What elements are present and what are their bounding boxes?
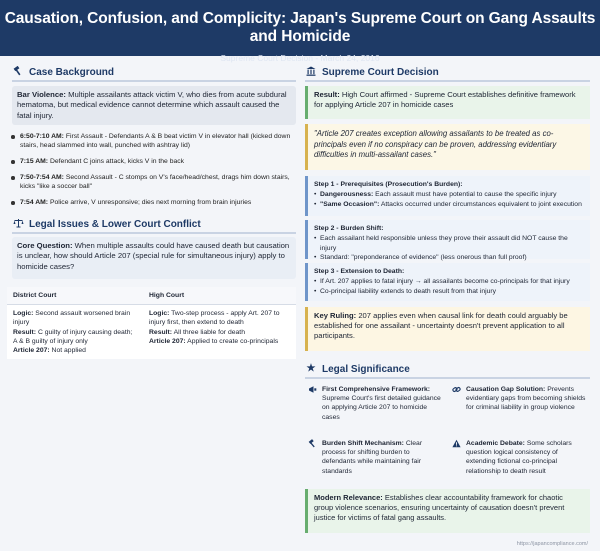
significance-item: Burden Shift Mechanism: Clear process for shifting burden to defendants while maintaining fair standards bbox=[308, 439, 444, 476]
warning-icon bbox=[452, 439, 462, 476]
significance-item: First Comprehensive Framework: Supreme Court's first detailed guidance on applying Article 207 to homicide cases bbox=[308, 385, 444, 422]
step-1: Step 1 - Prerequisites (Prosecution's Burden): • Dangerousness: Each assault must have potential to cause the specific injury • "Same Occasion": Attacks occurred under circumstances equivalent to joint execution bbox=[305, 176, 590, 216]
decision-heading: Supreme Court Decision bbox=[305, 66, 439, 79]
timeline-item: 7:54 AM: Police arrive, V unresponsive; dies next morning from brain injuries bbox=[20, 198, 296, 207]
key-ruling: Key Ruling: 207 applies even when causal link for death could arguably be established for one assailant - uncertainty doesn't prevent application to all participants. bbox=[305, 307, 590, 351]
step-3: Step 3 - Extension to Death: • If Art. 207 applies to fatal injury → all assailants become co-principals for that injury • Co-principal liability extends to death result from that injury bbox=[305, 263, 590, 301]
case-background-heading: Case Background bbox=[12, 66, 114, 79]
court-comparison-table bbox=[7, 287, 296, 359]
section-divider bbox=[305, 80, 590, 82]
scales-icon bbox=[12, 218, 24, 231]
megaphone-icon bbox=[308, 385, 318, 422]
column-header: High Court bbox=[143, 287, 296, 305]
core-question: Core Question: When multiple assaults could have caused death but causation is unclear, how should Article 207 (special rule for simultaneous injury) apply to homicide cases? bbox=[12, 237, 296, 279]
legal-issues-heading: Legal Issues & Lower Court Conflict bbox=[12, 218, 201, 231]
section-divider bbox=[12, 232, 296, 234]
link-icon bbox=[452, 385, 462, 413]
modern-relevance: Modern Relevance: Establishes clear accountability framework for chaotic group violence scenarios, ensuring uncertainty of causation doesn't prevent justice for victims of fatal gang assaults. bbox=[305, 489, 590, 533]
page-title: Causation, Confusion, and Complicity: Japan's Supreme Court on Gang Assaults and Homicide bbox=[4, 10, 596, 45]
hammer-icon bbox=[12, 66, 24, 79]
page-subtitle: Supreme Court Decision - March 24, 2016 bbox=[220, 53, 380, 63]
decision-result: Result: High Court affirmed - Supreme Court establishes definitive framework for applying Article 207 in homicide cases bbox=[305, 86, 590, 119]
section-divider bbox=[12, 80, 296, 82]
footer-url: https://japancompliance.com/ bbox=[516, 541, 588, 547]
table-row bbox=[7, 305, 296, 360]
table-header-row bbox=[7, 287, 296, 305]
significance-heading: ★ Legal Significance bbox=[306, 363, 410, 375]
courthouse-icon bbox=[305, 66, 317, 79]
timeline-item: 7:15 AM: Defendant C joins attack, kicks V in the back bbox=[20, 157, 296, 166]
column-header: District Court bbox=[7, 287, 143, 305]
timeline-item: 6:50-7:10 AM: First Assault - Defendants A & B beat victim V in elevator hall (kicked down stairs, head slammed into wall, punched with ashtray lid) bbox=[20, 132, 296, 151]
significance-item: Academic Debate: Some scholars question logical consistency of extending fictional co-principal relationship to death result bbox=[452, 439, 588, 476]
case-intro: Bar Violence: Multiple assailants attack victim V, who dies from acute subdural hematoma, but medical evidence cannot determine which assault caused the fatal injury. bbox=[12, 86, 296, 125]
page-header bbox=[0, 0, 600, 63]
section-divider bbox=[305, 377, 590, 379]
district-court-cell: Logic: Second assault worsened brain injury Result: C guilty of injury causing death; A & B guilty of injury only Article 207: Not applied bbox=[13, 310, 133, 355]
step-2: Step 2 - Burden Shift: • Each assailant held responsible unless they prove their assault did NOT cause the injury • Standard: "preponderance of evidence" (less onerous than full proof) bbox=[305, 220, 590, 259]
high-court-cell: Logic: Two-step process - apply Art. 207 to injury first, then extend to death Result: All three liable for death Article 207: Applied to create co-principals bbox=[149, 310, 280, 345]
decision-quote: "Article 207 creates exception allowing assailants to be treated as co-principals even if no conspiracy can be proven, addressing evidentiary difficulties in multi-assailant cases." bbox=[305, 124, 590, 170]
timeline-item: 7:50-7:54 AM: Second Assault - C stomps on V's face/head/chest, drags him down stairs, kicks "like a soccer ball" bbox=[20, 173, 296, 192]
star-icon: ★ bbox=[306, 363, 316, 374]
significance-item: Causation Gap Solution: Prevents evidentiary gaps from becoming shields for criminal liability in group violence bbox=[452, 385, 588, 413]
gavel-icon bbox=[308, 439, 318, 476]
